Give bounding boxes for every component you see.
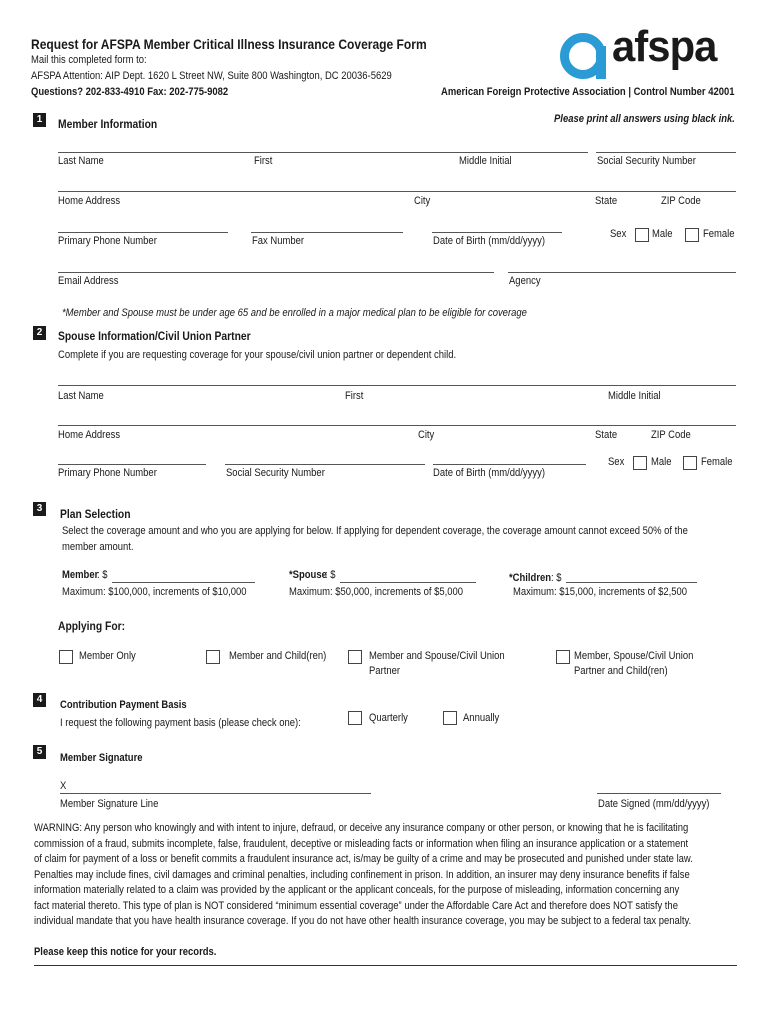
member-coverage-amount-line[interactable] <box>112 582 255 583</box>
member-coverage-prefix: : $ <box>97 569 108 581</box>
annually-checkbox[interactable] <box>443 711 457 725</box>
ink-note: Please print all answers using black ink. <box>554 113 735 125</box>
plan-instructions-line-2: member amount. <box>62 541 134 553</box>
member-only-label: Member Only <box>79 650 136 662</box>
label-female: Female <box>703 228 735 240</box>
spouse-phone-line[interactable] <box>58 464 206 465</box>
signature-line-label: Member Signature Line <box>60 798 159 810</box>
member-dob-line[interactable] <box>432 232 562 233</box>
children-coverage-amount-line[interactable] <box>566 582 697 583</box>
member-spouse-children-label-line-2: Partner and Child(ren) <box>574 665 668 677</box>
section-number-2: 2 <box>33 326 46 340</box>
label-email: Email Address <box>58 275 119 287</box>
children-coverage-prefix: : $ <box>551 572 562 584</box>
eligibility-note: *Member and Spouse must be under age 65 and be enrolled in a major medical plan to be eligible for coverage <box>62 307 527 319</box>
member-email-line[interactable] <box>58 272 494 273</box>
member-address-line[interactable] <box>58 191 736 192</box>
mailing-address: AFSPA Attention: AIP Dept. 1620 L Street NW, Suite 800 Washington, DC 20036-5629 <box>31 70 392 82</box>
keep-notice: Please keep this notice for your records. <box>34 946 217 958</box>
member-coverage-label: Member <box>62 569 99 581</box>
quarterly-checkbox[interactable] <box>348 711 362 725</box>
member-spouse-label-line-2: Partner <box>369 665 401 677</box>
warning-line: information materially related to a claim was provided by the applicant or the applicant conceals, for the purpose of misleading, information concerning any <box>34 884 680 896</box>
label-spouse-city: City <box>418 429 435 441</box>
member-agency-line[interactable] <box>508 272 736 273</box>
section-number-1: 1 <box>33 113 46 127</box>
label-spouse-dob: Date of Birth (mm/dd/yyyy) <box>433 467 545 479</box>
logo-wordmark: afspa <box>612 22 717 71</box>
section-title-spouse-information: Spouse Information/Civil Union Partner <box>58 329 251 343</box>
label-fax: Fax Number <box>252 235 305 247</box>
fraud-warning <box>34 821 739 930</box>
label-zip: ZIP Code <box>661 195 701 207</box>
label-last-name: Last Name <box>58 155 104 167</box>
member-spouse-checkbox[interactable] <box>348 650 362 664</box>
member-children-label: Member and Child(ren) <box>229 650 327 662</box>
label-spouse-male: Male <box>651 456 672 468</box>
signature-x-mark: X <box>60 780 67 792</box>
spouse-subtitle: Complete if you are requesting coverage for your spouse/civil union partner or dependent child. <box>58 349 457 361</box>
label-spouse-first: First <box>345 390 364 402</box>
applying-for-label: Applying For: <box>58 619 126 633</box>
section-number-3: 3 <box>33 502 46 516</box>
section-number-5: 5 <box>33 745 46 759</box>
member-signature-line[interactable] <box>60 793 371 794</box>
quarterly-label: Quarterly <box>369 712 408 724</box>
label-city: City <box>414 195 431 207</box>
children-coverage-label: *Children <box>509 572 552 584</box>
label-ssn: Social Security Number <box>597 155 696 167</box>
warning-line: Penalties may include fines, civil damages and criminal penalties, including confinement in prison. In addition, an insurer may deny insurance benefits if false <box>34 868 690 881</box>
logo-bar-shape <box>596 46 606 79</box>
warning-line: of claim for payment of a loss or benefit commits a fraudulent insurance act, is/may be guilty of a crime and may be prosecuted and punished under state law. <box>34 853 693 865</box>
member-only-checkbox[interactable] <box>59 650 73 664</box>
children-coverage-max: Maximum: $15,000, increments of $2,500 <box>513 586 688 598</box>
member-sex-female-checkbox[interactable] <box>685 228 699 242</box>
member-fax-line[interactable] <box>251 232 403 233</box>
mail-instruction: Mail this completed form to: <box>31 54 147 66</box>
warning-line: fact material thereto. This type of plan is NOT considered “minimum essential coverage” under the Affordable Care Act and therefore does NOT satisfy the <box>34 899 678 912</box>
label-state: State <box>595 195 618 207</box>
contact-numbers: Questions? 202-833-4910 Fax: 202-775-9082 <box>31 86 229 98</box>
section-title-member-information: Member Information <box>58 117 158 131</box>
section-title-plan-selection: Plan Selection <box>60 507 131 521</box>
form-title: Request for AFSPA Member Critical Illness Insurance Coverage Form <box>31 36 427 52</box>
spouse-coverage-prefix: : $ <box>325 569 336 581</box>
label-dob: Date of Birth (mm/dd/yyyy) <box>433 235 545 247</box>
section-number-4: 4 <box>33 693 46 707</box>
spouse-sex-female-checkbox[interactable] <box>683 456 697 470</box>
label-home-address: Home Address <box>58 195 121 207</box>
member-name-line[interactable] <box>58 152 588 153</box>
label-spouse-state: State <box>595 429 618 441</box>
warning-line: commission of a fraud, submits incomplete, false, fraudulent, deceptive or misleading facts or information when filing an insurance application or a statement <box>34 837 689 850</box>
section-title-member-signature: Member Signature <box>60 752 143 764</box>
spouse-sex-male-checkbox[interactable] <box>633 456 647 470</box>
member-spouse-label-line-1: Member and Spouse/Civil Union <box>369 650 505 662</box>
date-signed-label: Date Signed (mm/dd/yyyy) <box>598 798 710 810</box>
spouse-coverage-max: Maximum: $50,000, increments of $5,000 <box>289 586 464 598</box>
label-male: Male <box>652 228 673 240</box>
footer-divider <box>34 965 737 966</box>
spouse-dob-line[interactable] <box>433 464 586 465</box>
label-sex: Sex <box>610 228 627 240</box>
label-first: First <box>254 155 273 167</box>
label-spouse-middle-initial: Middle Initial <box>608 390 661 402</box>
plan-instructions-line-1: Select the coverage amount and who you are applying for below. If applying for dependent coverage, the coverage amount cannot exceed 50% of the <box>62 525 688 537</box>
member-spouse-children-checkbox[interactable] <box>556 650 570 664</box>
association-control-number: American Foreign Protective Association | Control Number 42001 <box>441 86 735 98</box>
member-phone-line[interactable] <box>58 232 228 233</box>
member-coverage-max: Maximum: $100,000, increments of $10,000 <box>62 586 247 598</box>
member-sex-male-checkbox[interactable] <box>635 228 649 242</box>
warning-line: individual mandate that you have health insurance coverage. If you do not have other health insurance coverage, you may be subject to a federal tax penalty. <box>34 915 692 927</box>
spouse-coverage-label: *Spouse <box>289 569 327 581</box>
label-phone: Primary Phone Number <box>58 235 157 247</box>
annually-label: Annually <box>463 712 500 724</box>
member-spouse-children-label-line-1: Member, Spouse/Civil Union <box>574 650 694 662</box>
spouse-coverage-amount-line[interactable] <box>340 582 476 583</box>
label-spouse-phone: Primary Phone Number <box>58 467 157 479</box>
label-spouse-female: Female <box>701 456 733 468</box>
label-spouse-last-name: Last Name <box>58 390 104 402</box>
date-signed-line[interactable] <box>597 793 721 794</box>
label-middle-initial: Middle Initial <box>459 155 512 167</box>
member-children-checkbox[interactable] <box>206 650 220 664</box>
spouse-ssn-line[interactable] <box>225 464 425 465</box>
label-spouse-ssn: Social Security Number <box>226 467 325 479</box>
section-title-contribution-payment: Contribution Payment Basis <box>60 699 187 711</box>
member-ssn-line[interactable] <box>596 152 736 153</box>
label-spouse-zip: ZIP Code <box>651 429 691 441</box>
spouse-address-line[interactable] <box>58 425 736 426</box>
spouse-name-line[interactable] <box>58 385 736 386</box>
label-agency: Agency <box>509 275 541 287</box>
warning-line: WARNING: Any person who knowingly and with intent to injure, defraud, or deceive any insurance company or other person, or knowing that he is facilitating <box>34 822 689 834</box>
label-spouse-sex: Sex <box>608 456 625 468</box>
payment-basis-prompt: I request the following payment basis (please check one): <box>60 717 301 729</box>
label-spouse-home-address: Home Address <box>58 429 121 441</box>
